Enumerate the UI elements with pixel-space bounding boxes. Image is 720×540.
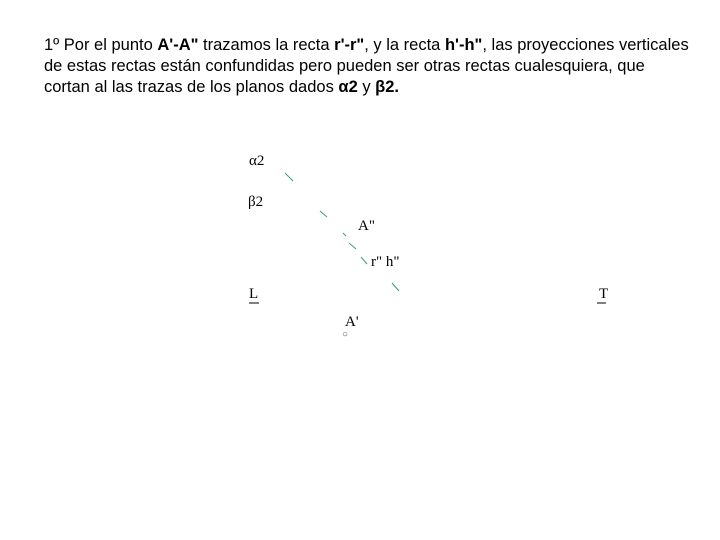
plane-alpha2-label: α2 [338, 78, 358, 96]
instruction-part: , y la recta [364, 36, 445, 54]
instruction-part: 1º Por el punto [44, 36, 158, 54]
alpha2-trace-label: α2 [249, 153, 265, 169]
line-h-label: h'-h" [444, 36, 483, 54]
instruction-part: trazamos la recta [198, 36, 335, 54]
plane-beta2-label: β2. [375, 78, 400, 96]
ground-line-label-right: T [599, 286, 609, 302]
line-r-label: r'-r" [334, 36, 365, 54]
ground-line-label-left: L [249, 286, 259, 302]
point-a-double-prime-label: A" [358, 218, 375, 234]
instruction-part: y [357, 78, 376, 96]
projection-line-dashes [285, 173, 399, 291]
instruction-part: , las proyecciones verticales de estas rectas están confundidas pero pueden ser otras rectas cualesquiera, que cortan al las trazas de los planos dados [44, 36, 689, 96]
point-marker: ○ [342, 329, 349, 340]
point-a-label: A'-A" [157, 36, 199, 54]
point-a-prime-label: A' [345, 314, 359, 330]
projection-rh-label: r" h" [371, 254, 400, 270]
beta2-trace-label: β2 [248, 194, 264, 210]
